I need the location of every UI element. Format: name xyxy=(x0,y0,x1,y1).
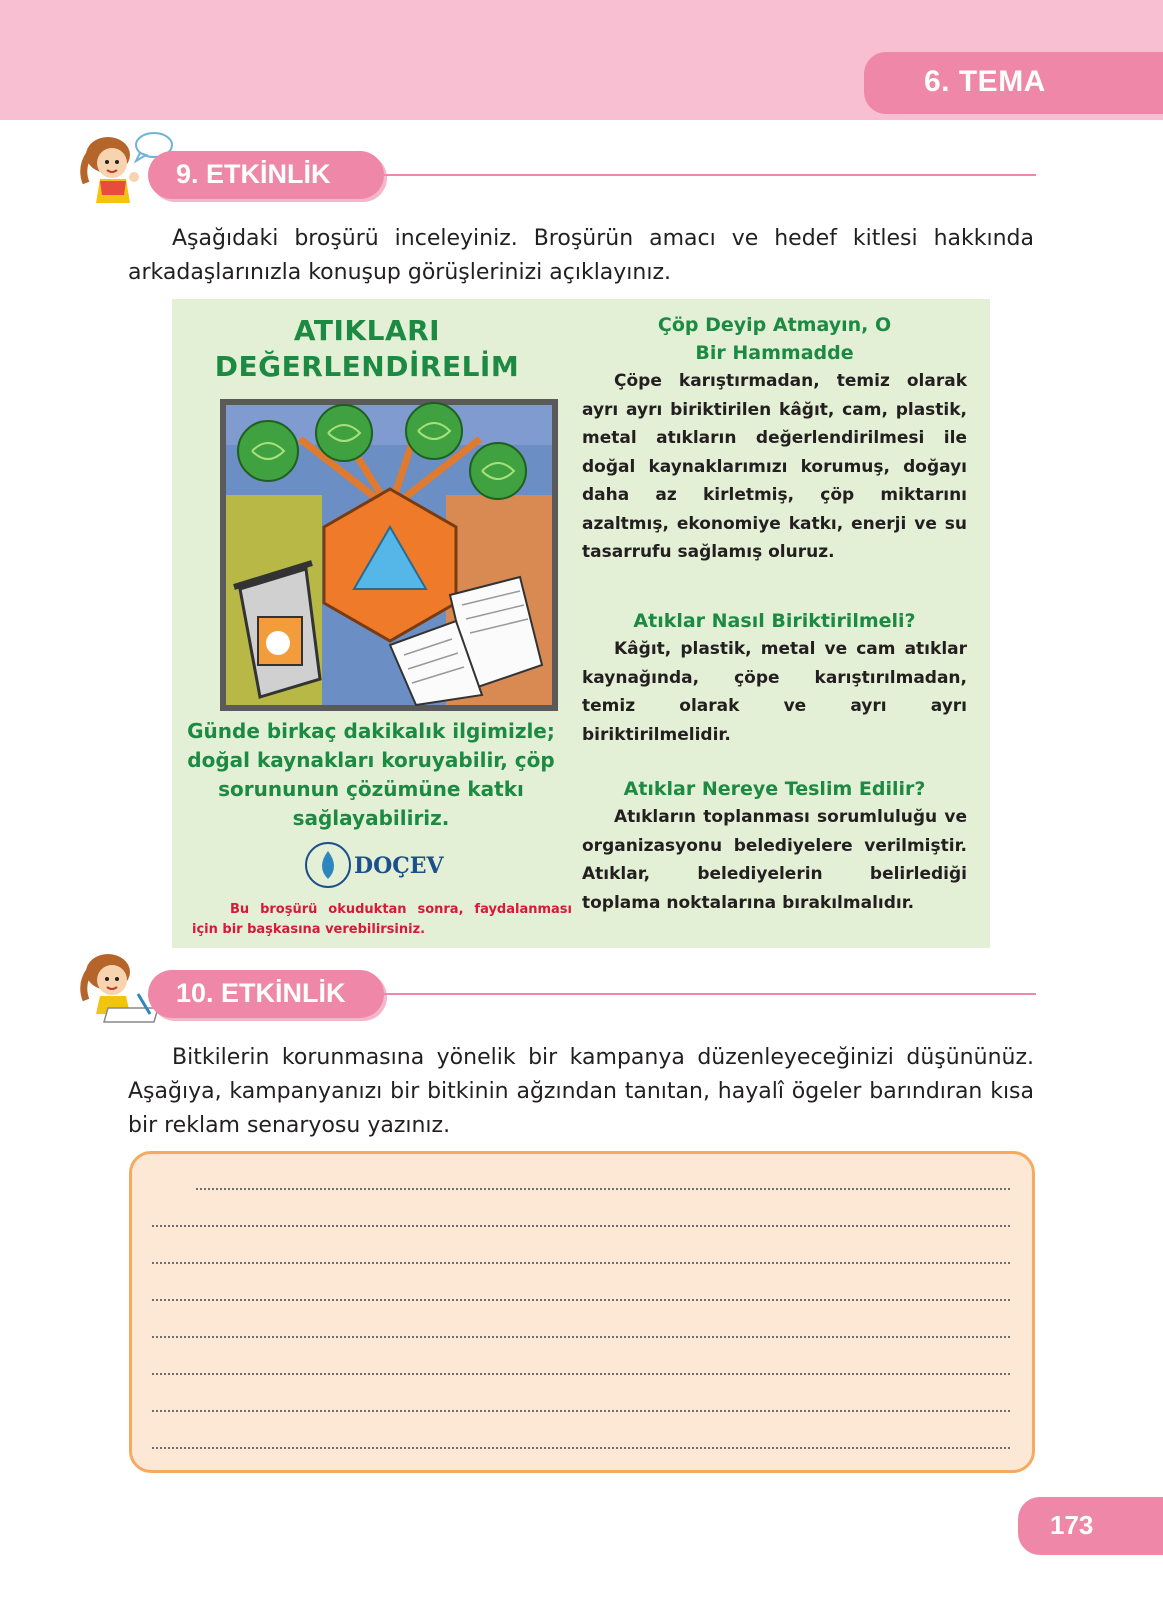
activity-10-instruction: Bitkilerin korunmasına yönelik bir kampanya düzenleyeceğinizi düşününüz. Aşağıya, kampanyanızı bir bitkinin ağzından tanıtan, hayalî ögeler barındıran kısa bir reklam senaryosu yazınız. xyxy=(128,1045,1034,1138)
activity-9-title: 9. ETKİNLİK xyxy=(176,159,331,189)
writing-line[interactable] xyxy=(152,1299,1010,1301)
brochure-section-2-heading: Atıklar Nasıl Biriktirilmeli? xyxy=(633,610,916,632)
page-number-tab xyxy=(1018,1497,1163,1555)
theme-label: 6. TEMA xyxy=(924,65,1046,98)
brochure-section-2 xyxy=(582,607,967,749)
docev-logo-icon xyxy=(302,837,354,893)
writing-line[interactable] xyxy=(196,1188,1010,1190)
brochure-note: Bu broşürü okuduktan sonra, faydalanması için bir başkasına verebilirsiniz. xyxy=(192,902,572,937)
activity-9-divider xyxy=(384,174,1036,176)
brochure-section-1 xyxy=(582,311,967,567)
theme-tab xyxy=(864,52,1163,114)
writing-line[interactable] xyxy=(152,1262,1010,1264)
activity-10-header xyxy=(78,950,1038,1020)
writing-line[interactable] xyxy=(152,1447,1010,1449)
writing-line[interactable] xyxy=(152,1373,1010,1375)
page-number: 173 xyxy=(1050,1510,1094,1540)
writing-line[interactable] xyxy=(152,1225,1010,1227)
docev-logo xyxy=(302,837,462,893)
brochure-section-1-text: Çöpe karıştırmadan, temiz olarak ayrı ayrı biriktirilen kâğıt, cam, plastik, metal atıkların değerlendirilmesi ile doğal kaynaklarımızı korumuş, doğayı daha az kirletmiş, çöp miktarını azaltmış, ekonomiye katkı, enerji ve su tasarrufu sağlamış oluruz. xyxy=(582,371,967,562)
brochure-section-1-heading: Çöp Deyip Atmayın, O Bir Hammadde xyxy=(657,314,892,364)
activity-9-header xyxy=(78,131,1038,201)
brochure-section-3 xyxy=(582,775,967,917)
activity-9-title-pill xyxy=(148,151,384,199)
activity-10-title-pill xyxy=(148,970,384,1018)
recycling-illustration-icon xyxy=(220,399,558,711)
brochure-section-2-text: Kâğıt, plastik, metal ve cam atıklar kaynağında, çöpe karıştırılmadan, temiz olarak ve ayrı ayrı biriktirilmelidir. xyxy=(582,639,967,745)
writing-line[interactable] xyxy=(152,1410,1010,1412)
activity-9-instruction: Aşağıdaki broşürü inceleyiniz. Broşürün amacı ve hedef kitlesi hakkında arkadaşlarınızla konuşup görüşlerinizi açıklayınız. xyxy=(128,226,1034,285)
brochure-section-3-text: Atıkların toplanması sorumluluğu ve organizasyonu belediyelere verilmiştir. Atıklar, belediyelerin belirlediği toplama noktalarına bırakılmalıdır. xyxy=(582,807,967,913)
activity-10-title: 10. ETKİNLİK xyxy=(176,978,346,1008)
brochure xyxy=(172,299,990,948)
activity-10-divider xyxy=(384,993,1036,995)
brochure-title: ATIKLARI DEĞERLENDİRELİM xyxy=(214,314,520,383)
brochure-section-3-heading: Atıklar Nereye Teslim Edilir? xyxy=(623,778,926,800)
writing-line[interactable] xyxy=(152,1336,1010,1338)
brochure-slogan: Günde birkaç dakikalık ilgimizle; doğal kaynakları koruyabilir, çöp sorununun çözümüne katkı sağlayabiliriz. xyxy=(187,719,555,830)
writing-area[interactable] xyxy=(129,1151,1035,1473)
docev-logo-text: DOÇEV xyxy=(354,853,444,879)
